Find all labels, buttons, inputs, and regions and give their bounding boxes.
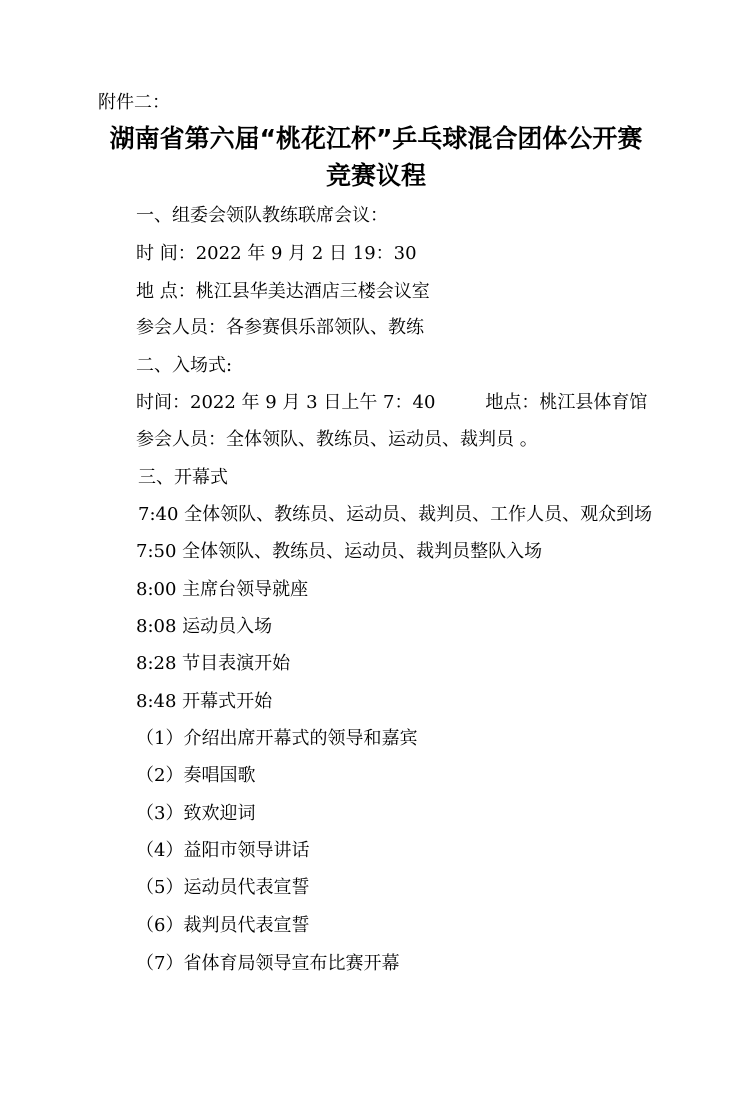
document-title: 湖南省第六届“桃花江杯”乒乓球混合团体公开赛	[109, 124, 643, 153]
schedule-item: 8:48 开幕式开始	[136, 691, 273, 712]
document-subtitle: 竞赛议程	[325, 161, 426, 190]
program-item: （1）介绍出席开幕式的领导和嘉宾	[136, 728, 418, 749]
program-item: （4）益阳市领导讲话	[136, 840, 310, 861]
program-item: （3）致欢迎词	[136, 803, 256, 824]
program-item: （6）裁判员代表宣誓	[136, 915, 310, 936]
section1-heading: 一、组委会领队教练联席会议：	[136, 205, 388, 226]
section2-time-location	[136, 392, 647, 414]
section1-attendees: 参会人员：各参赛俱乐部领队、教练	[136, 317, 424, 338]
program-item: （5）运动员代表宣誓	[136, 877, 310, 898]
schedule-item: 7:50 全体领队、教练员、运动员、裁判员整队入场	[136, 541, 543, 562]
section2-heading: 二、入场式:	[136, 355, 233, 376]
program-item: （7）省体育局领导宣布比赛开幕	[136, 953, 400, 974]
section2-attendees: 参会人员：全体领队、教练员、运动员、裁判员 。	[136, 429, 538, 450]
schedule-item: 8:00 主席台领导就座	[136, 579, 309, 600]
section2-location: 地点：桃江县体育馆	[485, 392, 648, 413]
schedule-item: 8:28 节目表演开始	[136, 653, 291, 674]
schedule-item: 8:08 运动员入场	[136, 616, 273, 637]
section3-heading: 三、开幕式	[138, 467, 228, 488]
schedule-item: 7:40 全体领队、教练员、运动员、裁判员、工作人员、观众到场	[138, 504, 653, 525]
attachment-label: 附件二：	[98, 92, 170, 113]
section1-location: 地 点：桃江县华美达酒店三楼会议室	[136, 281, 430, 302]
section1-time: 时 间：2022 年 9 月 2 日 19：30	[136, 243, 417, 264]
program-item: （2）奏唱国歌	[136, 765, 256, 786]
section2-time: 时间：2022 年 9 月 3 日上午 7：40	[136, 392, 436, 413]
